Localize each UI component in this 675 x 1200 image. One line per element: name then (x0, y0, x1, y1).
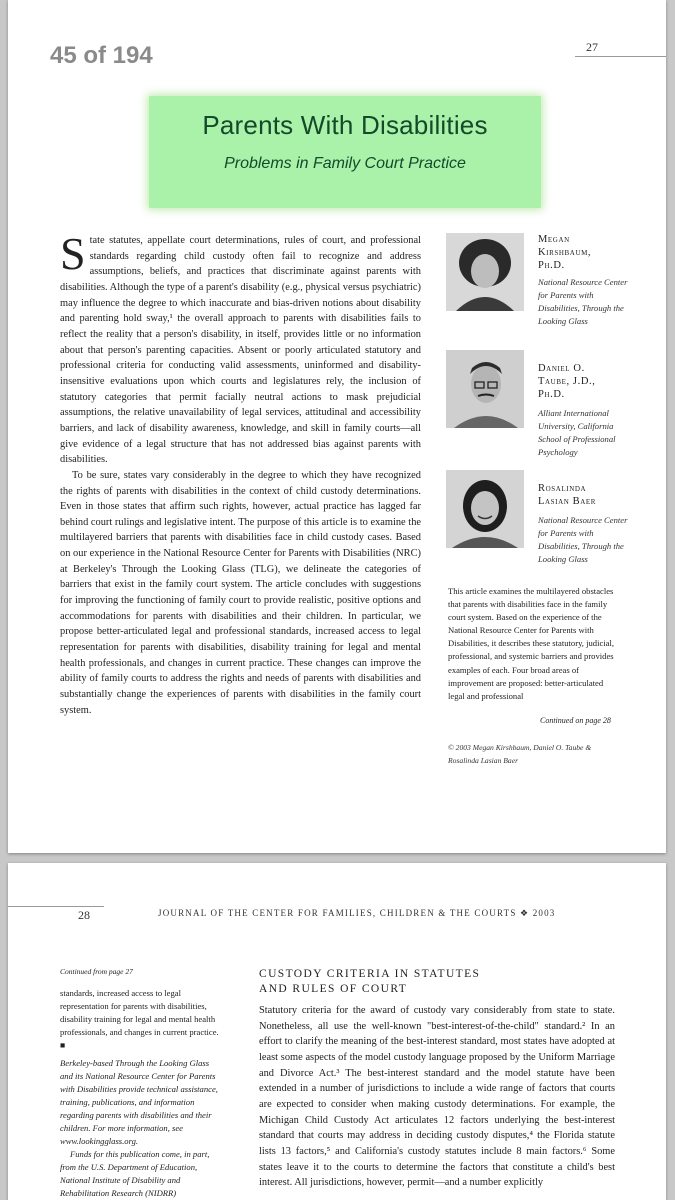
author-name-line: Lasian Baer (538, 496, 597, 507)
organization-note: Berkeley-based Through the Looking Glass and its National Resource Center for Parents with Disabilities provide technical assistance, training, publications, and information regarding parents with disabilities and their children. For more information, see www.lookingglass.org. (60, 1058, 218, 1146)
author-name-line: Ph.D. (538, 389, 565, 400)
body-paragraph-1 (60, 228, 421, 468)
author-affiliation-taube: Alliant International University, California School of Professional Psychology (538, 408, 616, 457)
continued-on-note: Continued on page 28 (540, 716, 611, 725)
abstract-continuation: standards, increased access to legal representation for parents with disabilities, disability training for legal and mental health professionals, and changes in current practice. ■ (60, 988, 219, 1050)
section-body: Statutory criteria for the award of custody vary considerably from state to state. Nonetheless, all use the well-known "best-interest-of-the-child" standard.² In an effort to clarify the meaning of the best-interest standard, most states have adopted at least some aspects of the model custody language proposed by the Uniform Marriage and Divorce Act.³ The best-interest standard and the model statute have been extended in a number of jurisdictions to include a wide range of factors that courts are expected to consider when making custody determinations. For example, the Michigan Child Custody Act articulates 12 factors underlying the best-interest standard that courts may address in deciding custody disputes,⁴ the Florida statute lists 13 factors,⁵ and California's custody statutes include 8 main factors.⁶ Some states leave it to the courts to determine the factors that constitute a child's best interest. All jurisdictions, however, permit—and a number explicitly (259, 1005, 615, 1189)
document-page-27 (8, 0, 666, 853)
author-name-line: Daniel O. (538, 363, 585, 374)
header-rule (575, 56, 666, 57)
page-number: 27 (586, 40, 598, 54)
author-name-line: Rosalinda (538, 483, 587, 494)
article-title: Parents With Disabilities (202, 110, 488, 140)
body-paragraph-1-text: tate statutes, appellate court determinations, rules of court, and professional standards regarding child custody often fail to recognize and address assumptions, beliefs, and practices that discriminate against parents with disabilities. Although the type of a parent's disability (e.g., physical versus psychiatric) may influence the degree to which inaccurate and bias-driven notions about disability and parenting hold sway,¹ the overall approach to parents with disabilities fails to reflect the reality that a person's disability, in itself, provides little or no information about that person's parenting capacities. Absent or poorly articulated statutory and professional criteria for conducting valid assessments, uninformed and disability-insensitive evaluations upon which courts and legislatures rely, the inclusion of statutory categories that permit facially neutral actions to mask prejudicial assumptions, the relative unavailability of legal services, attitudinal and accessibility barriers, and lack of disability awareness, knowledge, and skill in family courts—all give evidence of a legal structure that has not addressed bias against parents with disabilities. (60, 235, 421, 466)
title-block (149, 96, 541, 208)
section-heading-line: CUSTODY CRITERIA IN STATUTES (259, 968, 481, 980)
document-page-28 (8, 863, 666, 1200)
author-name-baer (538, 482, 596, 508)
author-affiliation-kirshbaum: National Resource Center for Parents with Disabilities, Through the Looking Glass (538, 277, 628, 326)
author-photo-baer (446, 470, 524, 548)
author-photo-kirshbaum (446, 233, 524, 311)
sidebar-column (60, 987, 220, 1200)
author-name-taube (538, 362, 595, 401)
header-rule (8, 906, 104, 907)
author-affiliation-baer: National Resource Center for Parents with Disabilities, Through the Looking Glass (538, 515, 628, 564)
abstract: This article examines the multilayered obstacles that parents with disabilities face in the family court system. Based on the experience of the National Resource Center for Parents with Disabilities, it describes these statutory, judicial, professional, and systemic barriers and provides examples of each. Four broad areas of improvement are proposed: better-articulated legal and professional (448, 586, 615, 701)
section-heading (259, 967, 480, 997)
author-name-line: Ph.D. (538, 260, 565, 271)
author-name-line: Taube, J.D., (538, 376, 596, 387)
continued-from-note: Continued from page 27 (60, 967, 133, 976)
author-name-line: Kirshbaum, (538, 247, 592, 258)
author-photo-taube (446, 350, 524, 428)
author-name-line: Megan (538, 234, 570, 245)
drop-cap: S (60, 228, 86, 279)
section-heading-line: AND RULES OF COURT (259, 983, 408, 995)
page-counter: 45 of 194 (50, 42, 153, 69)
page-number: 28 (78, 908, 90, 922)
copyright-note: © 2003 Megan Kirshbaum, Daniel O. Taube & Rosalinda Lasian Baer (448, 743, 592, 765)
funding-note: Funds for this publication come, in part, from the U.S. Department of Education, National Institute of Disability and Rehabilitation Research (NIDRR) (60, 1149, 210, 1198)
article-subtitle: Problems in Family Court Practice (224, 155, 466, 172)
journal-header: JOURNAL OF THE CENTER FOR FAMILIES, CHILDREN & THE COURTS ❖ 2003 (158, 908, 556, 918)
body-paragraph-2: To be sure, states vary considerably in the degree to which they have recognized the rights of parents with disabilities in the context of child custody determinations. Even in those states that affirm such rights, however, actual practice has lagged far behind court rulings and legislative intent. The purpose of this article is to examine the multilayered barriers that parents with disabilities face in child custody cases. Based on our experience in the National Resource Center for Parents with Disabilities (NRC) at Berkeley's Through the Looking Glass (TLG), we delineate the categories of barriers that exist in the family court system. The article concludes with suggestions for improving the functioning of family court to provide realistic, positive options and accommodations for parents with disabilities and their children. In particular, we propose better-articulated legal and professional standards, increased access to legal representation for parents with disabilities, disability training for legal and mental health professionals, and changes in current practice. These changes can improve the ability of family courts to address the rights and needs of parents with disabilities and substantially change the experiences of parents with disabilities in the family court system. (60, 469, 421, 716)
article-body (60, 228, 421, 718)
author-name-kirshbaum (538, 233, 591, 272)
